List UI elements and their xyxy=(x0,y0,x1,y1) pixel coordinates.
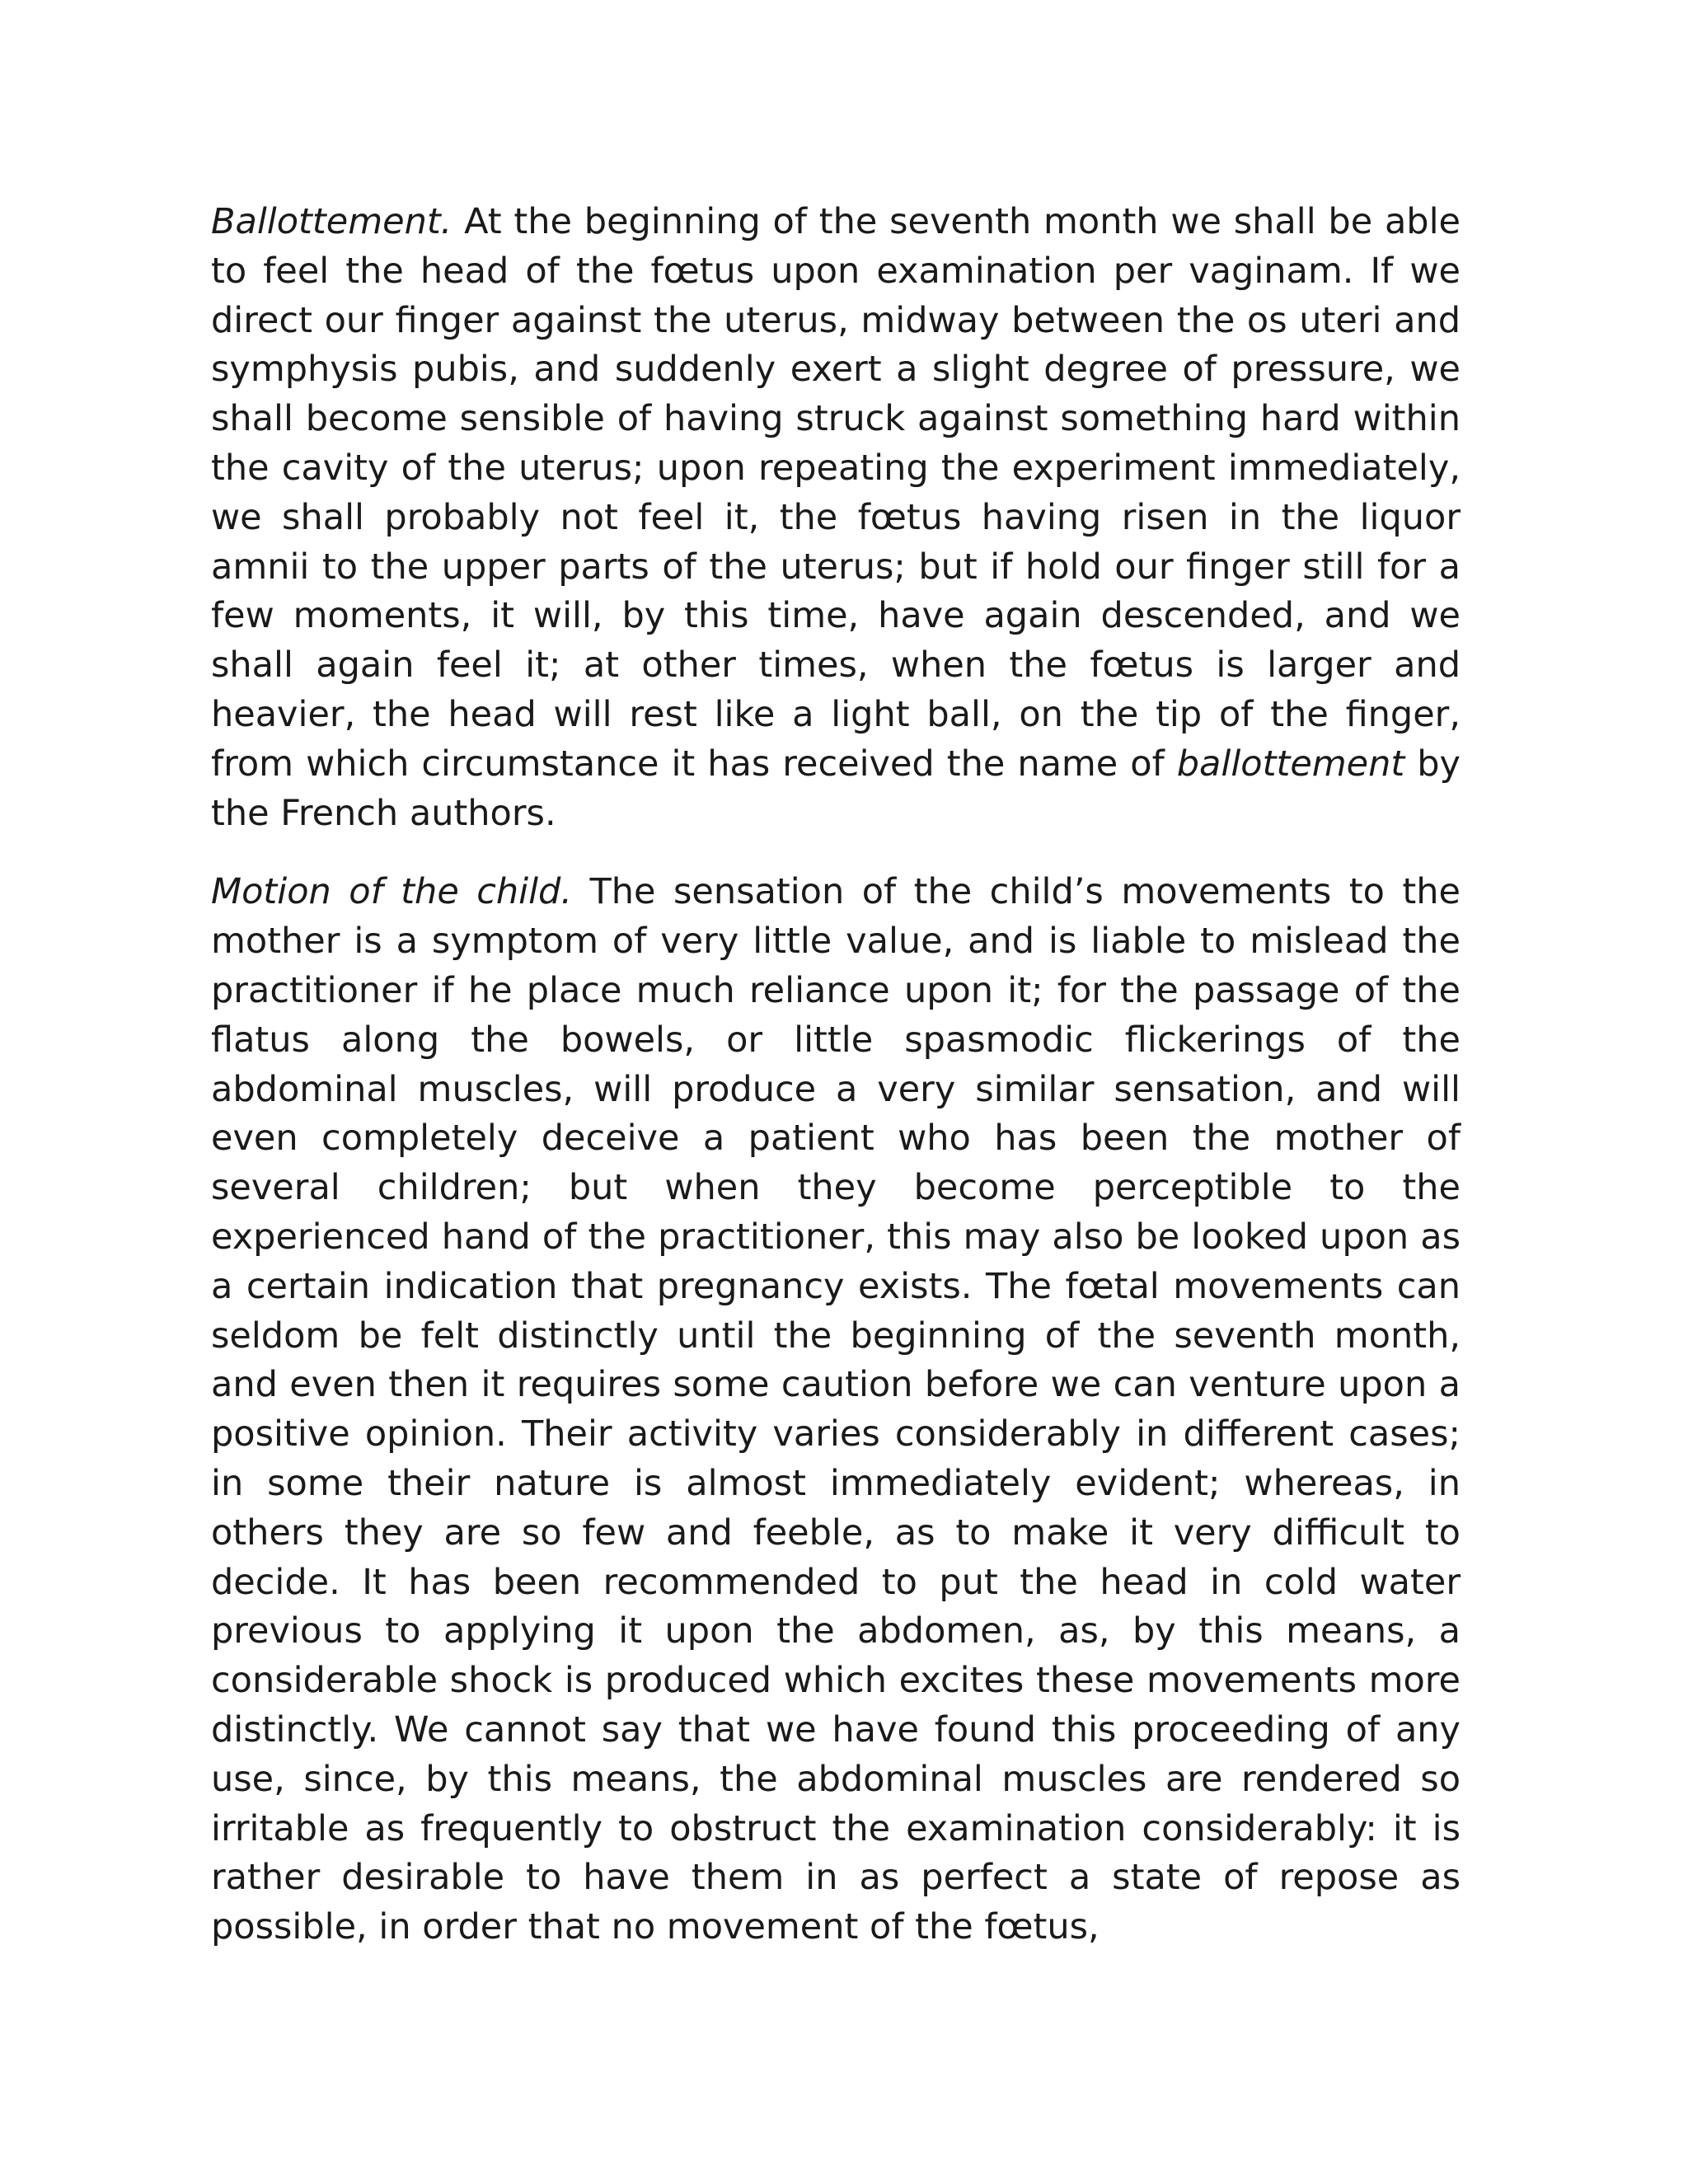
paragraph-text-end: by the French authors. xyxy=(211,743,1461,834)
body-text xyxy=(211,198,1461,1952)
paragraph-text: The sensation of the child’s movements to the mother is a symptom of very little value, and is liable to mislead the practitioner if he place much reliance upon it; for the passage of the flatus along the bowels, or little spasmodic flickerings of the abdominal muscles, will produce a very similar sensation, and will even completely deceive a patient who has been the mother of several children; but when they become perceptible to the experienced hand of the practitioner, this may also be looked upon as a certain indication that pregnancy exists. The fœtal movements can seldom be felt distinctly until the beginning of the seventh month, and even then it requires some caution before we can venture upon a positive opinion. Their activity varies considerably in different cases; in some their nature is almost immediately evident; whereas, in others they are so few and feeble, as to make it very difficult to decide. It has been recommended to put the head in cold water previous to applying it upon the abdomen, as, by this means, a considerable shock is produced which excites these movements more distinctly. We cannot say that we have found this proceeding of any use, since, by this means, the abdominal muscles are rendered so irritable as frequently to obstruct the examination considerably: it is rather desirable to have them in as perfect a state of repose as possible, in order that no movement of the fœtus, xyxy=(211,871,1461,1948)
paragraph-motion-of-child xyxy=(211,868,1461,1952)
paragraph-heading: Motion of the child. xyxy=(211,871,573,913)
paragraph-ballottement xyxy=(211,198,1461,838)
emphasis-term: ballottement xyxy=(1176,743,1405,785)
paragraph-heading: Ballottement. xyxy=(211,201,452,242)
paragraph-text: At the beginning of the seventh month we shall be able to feel the head of the fœtus upon examination per vaginam. If we direct our finger against the uterus, midway between the os uteri and symphysis pubis, and suddenly exert a slight degree of pressure, we shall become sensible of having struck against something hard within the cavity of the uterus; upon repeating the experiment immediately, we shall probably not feel it, the fœtus having risen in the liquor amnii to the upper parts of the uterus; but if hold our finger still for a few moments, it will, by this time, have again descended, and we shall again feel it; at other times, when the fœtus is larger and heavier, the head will rest like a light ball, on the tip of the finger, from which circumstance it has received the name of xyxy=(211,201,1461,785)
